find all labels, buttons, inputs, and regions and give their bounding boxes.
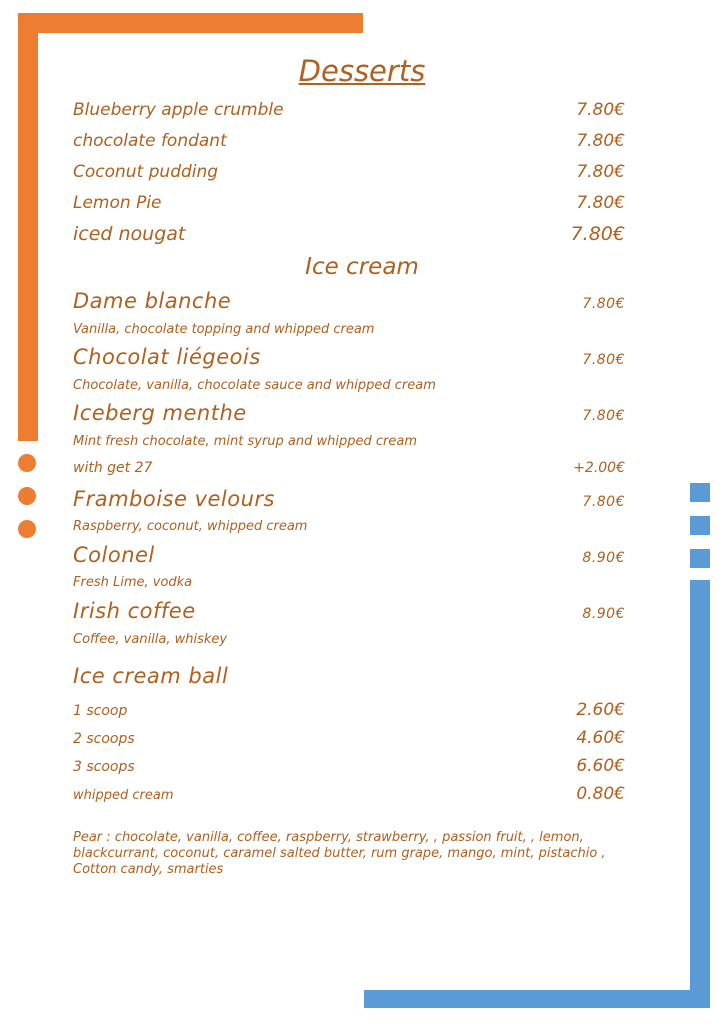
item-name: Blueberry apple crumble [73,100,284,120]
item-description: Raspberry, coconut, whipped cream [73,519,308,534]
item-price: 7.80€ [576,100,625,120]
item-price: 0.80€ [576,784,625,804]
dessert-item [73,223,625,245]
item-name: Irish coffee [73,599,196,623]
ice-cream-item [73,543,625,567]
item-description: Mint fresh chocolate, mint syrup and whipped cream [73,434,417,449]
item-description: Fresh Lime, vodka [73,575,193,590]
blue-right-bar [690,580,710,1008]
item-name: Coconut pudding [73,162,219,182]
item-description: Chocolate, vanilla, chocolate sauce and whipped cream [73,378,436,393]
item-description: Coffee, vanilla, whiskey [73,632,228,647]
item-price: 7.80€ [582,296,625,312]
item-price: 7.80€ [582,352,625,368]
dessert-item [73,193,625,213]
item-price: 8.90€ [582,606,625,622]
orange-dot [18,520,36,538]
item-price: 4.60€ [576,728,625,748]
blue-square [690,483,710,502]
ball-item [73,728,625,748]
ball-item [73,756,625,776]
ice-cream-item [73,599,625,623]
ice-cream-ball-title [73,664,625,688]
item-price: 7.80€ [582,408,625,424]
item-name: Lemon Pie [73,193,162,213]
blue-square [690,549,710,568]
ball-item [73,700,625,720]
item-extra [73,460,625,476]
ice-cream-item [73,487,625,511]
item-name: iced nougat [73,223,186,245]
item-name: 1 scoop [73,703,128,719]
section-title: Ice cream ball [73,664,229,688]
orange-top-bar [18,13,363,33]
dessert-item [73,162,625,182]
item-name: Colonel [73,543,155,567]
item-name: Chocolat liégeois [73,345,261,369]
item-price: 7.80€ [576,162,625,182]
ice-cream-title: Ice cream [305,254,419,280]
item-price: 2.60€ [576,700,625,720]
item-price: 8.90€ [582,550,625,566]
item-price: 7.80€ [570,223,625,245]
ice-cream-item [73,289,625,313]
item-price: 6.60€ [576,756,625,776]
flavours-note: Pear : chocolate, vanilla, coffee, raspberry, strawberry, , passion fruit, , lemon, blackcurrant, coconut, caramel salted butter, rum grape, mango, mint, pistachio , Cotton candy, smarties [73,830,606,877]
desserts-title: Desserts [298,54,426,88]
item-name: Dame blanche [73,289,232,313]
blue-bottom-bar [364,990,710,1008]
ball-item [73,784,625,804]
dessert-item [73,100,625,120]
item-name: 3 scoops [73,759,135,775]
item-name: 2 scoops [73,731,135,747]
item-price: 7.80€ [576,193,625,213]
ice-cream-item [73,401,625,425]
item-price: 7.80€ [576,131,625,151]
blue-square [690,516,710,535]
extra-name: with get 27 [73,460,153,476]
orange-dot [18,454,36,472]
item-description: Vanilla, chocolate topping and whipped cream [73,322,375,337]
item-name: Framboise velours [73,487,276,511]
dessert-item [73,131,625,151]
ice-cream-item [73,345,625,369]
extra-price: +2.00€ [573,460,625,476]
item-price: 7.80€ [582,494,625,510]
item-name: Iceberg menthe [73,401,247,425]
orange-dot [18,487,36,505]
item-name: chocolate fondant [73,131,227,151]
item-name: whipped cream [73,788,174,803]
